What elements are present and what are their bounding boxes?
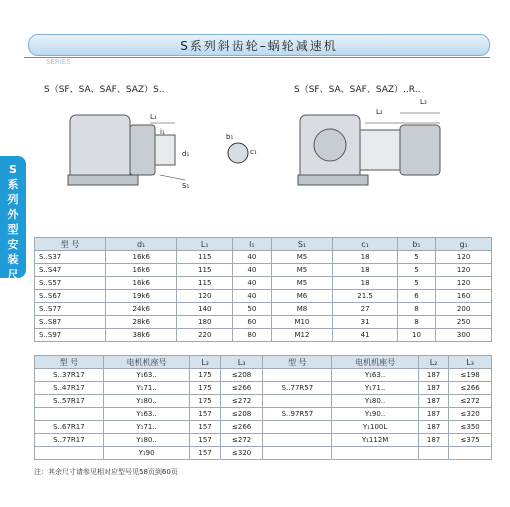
table-cell: 80 (233, 329, 271, 342)
table-cell: 157 (190, 408, 220, 421)
table-cell: 157 (190, 421, 220, 434)
table-cell: 60 (233, 316, 271, 329)
table-cell: 120 (177, 290, 233, 303)
table-row (35, 382, 492, 395)
table-cell: 200 (436, 303, 492, 316)
table-cell: 187 (418, 408, 448, 421)
table-cell: Y₁90.. (332, 408, 419, 421)
table-cell: Y₁71.. (103, 382, 190, 395)
table-cell: 28k6 (106, 316, 177, 329)
dim-l1-label: L₁ (150, 113, 157, 121)
table-cell: M12 (271, 329, 333, 342)
dim-i1-label: i₁ (160, 128, 165, 136)
table-cell: Y₁80.. (103, 395, 190, 408)
table-cell: 120 (436, 251, 492, 264)
table-header-row (35, 238, 492, 251)
table-cell: 187 (418, 434, 448, 447)
table-cell: ≤266 (449, 382, 492, 395)
diagram-right-label: S（SF、SA、SAF、SAZ）..R.. (294, 85, 421, 95)
table-cell: M5 (271, 251, 333, 264)
table-cell: Y₁71.. (332, 382, 419, 395)
table-cell: ≤266 (220, 382, 263, 395)
table-cell: ≤272 (220, 434, 263, 447)
dim-l2-label: L₂ (376, 108, 383, 116)
table-row (35, 290, 492, 303)
table-header: b₁ (397, 238, 435, 251)
table-cell: M8 (271, 303, 333, 316)
dim-s1-label: S₁ (182, 182, 190, 190)
dim-d1-label: d₁ (182, 150, 190, 158)
table-row (35, 369, 492, 382)
table-cell: 27 (333, 303, 397, 316)
table-header: L₂ (418, 356, 448, 369)
table-cell: ≤350 (449, 421, 492, 434)
table-header: d₁ (106, 238, 177, 251)
table-cell: ≤272 (220, 395, 263, 408)
table-cell: 41 (333, 329, 397, 342)
table-cell: 175 (190, 369, 220, 382)
table-cell: 120 (436, 264, 492, 277)
table-cell: S..S87 (35, 316, 106, 329)
table-cell: S..97R57 (263, 408, 332, 421)
table-cell: S..S57 (35, 277, 106, 290)
table-header: 型 号 (35, 356, 104, 369)
table-cell: 24k6 (106, 303, 177, 316)
table-header: L₃ (449, 356, 492, 369)
table-cell: 5 (397, 264, 435, 277)
table-cell: Y₁100L (332, 421, 419, 434)
table-cell: ≤198 (449, 369, 492, 382)
table-header: 电机机座号 (332, 356, 419, 369)
table-row (35, 277, 492, 290)
table-cell: 115 (177, 277, 233, 290)
footnote: 注：其余尺寸请参见相对应型号见58页到60页 (34, 468, 178, 476)
table-cell: 300 (436, 329, 492, 342)
table-cell: 40 (233, 251, 271, 264)
table-cell: 18 (333, 277, 397, 290)
side-tab-label: S系列外型安装尺寸 (7, 163, 19, 296)
table-cell: 5 (397, 277, 435, 290)
table-header: 型 号 (263, 356, 332, 369)
table-cell: 6 (397, 290, 435, 303)
table-cell: 5 (397, 251, 435, 264)
table-cell (263, 421, 332, 434)
table-header-row (35, 356, 492, 369)
table-cell: Y₁63.. (103, 408, 190, 421)
table-cell: 115 (177, 251, 233, 264)
table-cell: Y₁63.. (332, 369, 419, 382)
table-row (35, 316, 492, 329)
table-cell: ≤375 (449, 434, 492, 447)
title-divider (24, 57, 490, 58)
table-row (35, 408, 492, 421)
dimension-table (34, 237, 492, 342)
table-cell: M10 (271, 316, 333, 329)
table-row (35, 251, 492, 264)
table-cell: S..77R57 (263, 382, 332, 395)
table-cell: 187 (418, 382, 448, 395)
table-cell: 157 (190, 447, 220, 460)
table-cell: ≤272 (449, 395, 492, 408)
table-cell: Y₁80.. (332, 395, 419, 408)
table-cell (263, 395, 332, 408)
table-cell: 187 (418, 395, 448, 408)
motor-table (34, 355, 492, 460)
table-cell: 18 (333, 251, 397, 264)
dim-c1-label: c₁ (250, 148, 257, 156)
table-row (35, 329, 492, 342)
table-header: L₃ (220, 356, 263, 369)
diagram-left-drawing (60, 95, 260, 205)
table-cell: S..S97 (35, 329, 106, 342)
table-cell (263, 369, 332, 382)
table-cell (332, 447, 419, 460)
table-cell (35, 408, 104, 421)
table-cell: 19k6 (106, 290, 177, 303)
table-cell (418, 447, 448, 460)
diagram-right-drawing (290, 95, 500, 205)
table-cell: 175 (190, 395, 220, 408)
table-row (35, 264, 492, 277)
table-cell: 16k6 (106, 277, 177, 290)
table-cell: 40 (233, 277, 271, 290)
table-cell: 10 (397, 329, 435, 342)
table-cell: Y₁71.. (103, 421, 190, 434)
table-cell: S..47R17 (35, 382, 104, 395)
table-cell: S..S47 (35, 264, 106, 277)
table-row (35, 447, 492, 460)
table-header: 型 号 (35, 238, 106, 251)
dim-b1-label: b₁ (226, 133, 234, 141)
side-tab (0, 156, 26, 296)
table-row (35, 395, 492, 408)
table-cell: 50 (233, 303, 271, 316)
table-cell: 180 (177, 316, 233, 329)
table-cell: 40 (233, 290, 271, 303)
table-cell: Y₁63.. (103, 369, 190, 382)
table-cell: Y₁112M (332, 434, 419, 447)
page-title: S系列斜齿轮–蜗轮减速机 (180, 39, 338, 53)
table-cell: ≤320 (449, 408, 492, 421)
table-cell: 21.5 (333, 290, 397, 303)
table-cell: ≤208 (220, 408, 263, 421)
table-cell: ≤208 (220, 369, 263, 382)
table-cell: M5 (271, 277, 333, 290)
table-header: 电机机座号 (103, 356, 190, 369)
table-cell: 16k6 (106, 251, 177, 264)
table-cell: M5 (271, 264, 333, 277)
table-header: L₁ (177, 238, 233, 251)
table-cell: S..77R17 (35, 434, 104, 447)
table-cell (449, 447, 492, 460)
table-header: l₁ (233, 238, 271, 251)
table-cell: Y₁80.. (103, 434, 190, 447)
table-cell: 18 (333, 264, 397, 277)
table-cell: 115 (177, 264, 233, 277)
table-row (35, 303, 492, 316)
table-cell: 160 (436, 290, 492, 303)
table-cell: S..57R17 (35, 395, 104, 408)
table-cell: S..S37 (35, 251, 106, 264)
table-cell: 8 (397, 303, 435, 316)
table-cell: S..S67 (35, 290, 106, 303)
table-cell: 8 (397, 316, 435, 329)
table-cell: S..S77 (35, 303, 106, 316)
table-row (35, 434, 492, 447)
table-cell: 31 (333, 316, 397, 329)
table-row (35, 421, 492, 434)
table-cell: ≤320 (220, 447, 263, 460)
table-header: L₂ (190, 356, 220, 369)
table-cell: 220 (177, 329, 233, 342)
table-cell: S..37R17 (35, 369, 104, 382)
table-cell (263, 447, 332, 460)
title-bar (28, 34, 490, 56)
table-header: c₁ (333, 238, 397, 251)
table-cell: 38k6 (106, 329, 177, 342)
table-cell: 157 (190, 434, 220, 447)
table-cell: 16k6 (106, 264, 177, 277)
table-cell: S..67R17 (35, 421, 104, 434)
diagram-left-label: S（SF、SA、SAF、SAZ）S.. (44, 85, 165, 95)
dim-l3-label: L₃ (420, 98, 427, 106)
header-ghost-text: SERIES (46, 58, 71, 66)
table-cell: 250 (436, 316, 492, 329)
table-cell: 187 (418, 369, 448, 382)
table-header: g₁ (436, 238, 492, 251)
table-header: S₁ (271, 238, 333, 251)
table-cell (263, 434, 332, 447)
table-cell: M6 (271, 290, 333, 303)
table-cell: 140 (177, 303, 233, 316)
table-cell: 120 (436, 277, 492, 290)
table-cell: 40 (233, 264, 271, 277)
table-cell: ≤266 (220, 421, 263, 434)
table-cell: 187 (418, 421, 448, 434)
table-cell: Y₁90 (103, 447, 190, 460)
table-cell: 175 (190, 382, 220, 395)
table-cell (35, 447, 104, 460)
